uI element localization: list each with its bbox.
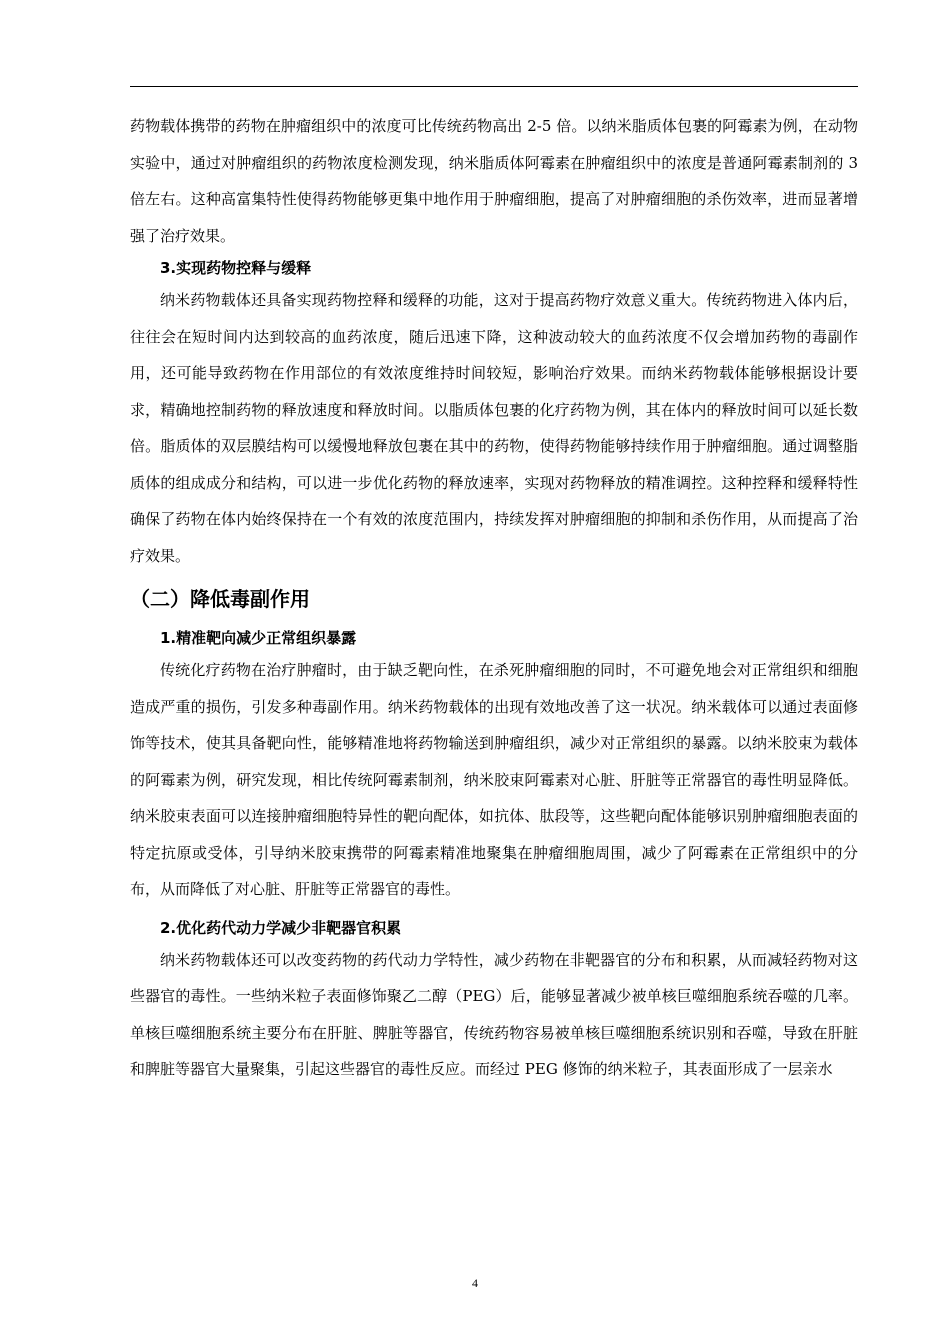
subheading-pharmacokinetics: 2.优化药代动力学减少非靶器官积累	[160, 918, 402, 937]
paragraph-drug-concentration: 药物载体携带的药物在肿瘤组织中的浓度可比传统药物高出 2-5 倍。以纳米脂质体包裹的阿霉素为例，在动物实验中，通过对肿瘤组织的药物浓度检测发现，纳米脂质体阿霉素在肿瘤组织中的浓度是普通阿霉素制剂的 3 倍左右。这种高富集特性使得药物能够更集中地作用于肿瘤细胞，提高了对肿瘤细胞的杀伤效率，进而显著增强了治疗效果。	[130, 117, 858, 245]
page-number: 4	[472, 1276, 478, 1290]
paragraph-pharmacokinetics: 纳米药物载体还可以改变药物的药代动力学特性，减少药物在非靶器官的分布和积累，从而减轻药物对这些器官的毒性。一些纳米粒子表面修饰聚乙二醇（PEG）后，能够显著减少被单核巨噬细胞系统吞噬的几率。单核巨噬细胞系统主要分布在肝脏、脾脏等器官，传统药物容易被单核巨噬细胞系统识别和吞噬，导致在肝脏和脾脏等器官大量聚集，引起这些器官的毒性反应。而经过 PEG 修饰的纳米粒子，其表面形成了一层亲水	[130, 950, 858, 1078]
section-heading-reduce-side-effects: （二）降低毒副作用	[130, 587, 310, 611]
subheading-controlled-release: 3.实现药物控释与缓释	[160, 259, 312, 277]
paragraph-precise-targeting: 传统化疗药物在治疗肿瘤时，由于缺乏靶向性，在杀死肿瘤细胞的同时，不可避免地会对正常组织和细胞造成严重的损伤，引发多种毒副作用。纳米药物载体的出现有效地改善了这一状况。纳米载体可以通过表面修饰等技术，使其具备靶向性，能够精准地将药物输送到肿瘤组织，减少对正常组织的暴露。以纳米胶束为载体的阿霉素为例，研究发现，相比传统阿霉素制剂，纳米胶束阿霉素对心脏、肝脏等正常器官的毒性明显降低。纳米胶束表面可以连接肿瘤细胞特异性的靶向配体，如抗体、肽段等，这些靶向配体能够识别肿瘤细胞表面的特定抗原或受体，引导纳米胶束携带的阿霉素精准地聚集在肿瘤细胞周围，减少了阿霉素在正常组织中的分布，从而降低了对心脏、肝脏等正常器官的毒性。	[130, 661, 858, 898]
page-body	[130, 108, 858, 1088]
header-rule	[130, 86, 858, 87]
paragraph-controlled-release: 纳米药物载体还具备实现药物控释和缓释的功能，这对于提高药物疗效意义重大。传统药物进入体内后，往往会在短时间内达到较高的血药浓度，随后迅速下降，这种波动较大的血药浓度不仅会增加药物的毒副作用，还可能导致药物在作用部位的有效浓度维持时间较短，影响治疗效果。而纳米药物载体能够根据设计要求，精确地控制药物的释放速度和释放时间。以脂质体包裹的化疗药物为例，其在体内的释放时间可以延长数倍。脂质体的双层膜结构可以缓慢地释放包裹在其中的药物，使得药物能够持续作用于肿瘤细胞。通过调整脂质体的组成成分和结构，可以进一步优化药物的释放速率，实现对药物释放的精准调控。这种控释和缓释特性确保了药物在体内始终保持在一个有效的浓度范围内，持续发挥对肿瘤细胞的抑制和杀伤作用，从而提高了治疗效果。	[130, 291, 858, 565]
subheading-precise-targeting: 1.精准靶向减少正常组织暴露	[160, 629, 357, 647]
